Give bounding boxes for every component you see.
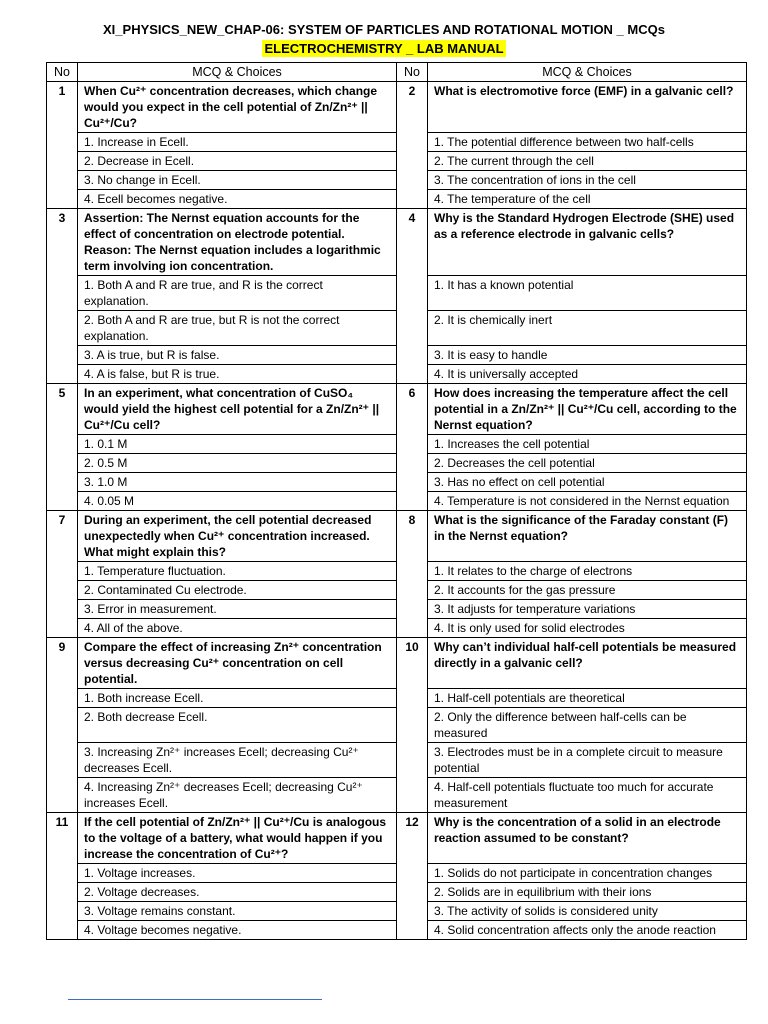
choice: 4. 0.05 M [78,492,397,511]
choice: 4. Half-cell potentials fluctuate too much for accurate measurement [428,778,747,813]
question-row [47,511,747,562]
choice: 4. The temperature of the cell [428,190,747,209]
choice: 2. Decrease in Ecell. [78,152,397,171]
question-number: 9 [47,638,78,813]
choice: 1. Both increase Ecell. [78,689,397,708]
choice: 1. Increase in Ecell. [78,133,397,152]
choice: 2. Only the difference between half-cells can be measured [428,708,747,743]
choice: 2. It is chemically inert [428,311,747,346]
question-text: Assertion: The Nernst equation accounts for the effect of concentration on electrode potential. Reason: The Nernst equation includes a logarithmic term involving ion concentration. [78,209,397,276]
choice: 3. Increasing Zn²⁺ increases Ecell; decreasing Cu²⁺ decreases Ecell. [78,743,397,778]
page-subtitle: ELECTROCHEMISTRY _ LAB MANUAL [264,41,504,56]
question-number: 5 [47,384,78,511]
question-number: 8 [397,511,428,638]
choice: 1. Temperature fluctuation. [78,562,397,581]
choice: 2. Decreases the cell potential [428,454,747,473]
choice: 1. It has a known potential [428,276,747,311]
question-text: Compare the effect of increasing Zn²⁺ concentration versus decreasing Cu²⁺ concentration on cell potential. [78,638,397,689]
choice: 2. Solids are in equilibrium with their ions [428,883,747,902]
choice: 3. The concentration of ions in the cell [428,171,747,190]
col-header-no: No [47,63,78,82]
choice: 2. It accounts for the gas pressure [428,581,747,600]
choice: 4. A is false, but R is true. [78,365,397,384]
question-number: 3 [47,209,78,384]
col-header-mcq: MCQ & Choices [428,63,747,82]
choice: 4. All of the above. [78,619,397,638]
question-text: What is electromotive force (EMF) in a galvanic cell? [428,82,747,133]
choice: 4. It is only used for solid electrodes [428,619,747,638]
choice: 4. Increasing Zn²⁺ decreases Ecell; decreasing Cu²⁺ increases Ecell. [78,778,397,813]
question-text: In an experiment, what concentration of CuSO₄ would yield the highest cell potential for a Zn/Zn²⁺ || Cu²⁺/Cu cell? [78,384,397,435]
choice: 1. Voltage increases. [78,864,397,883]
table-header-row [47,63,747,82]
choice: 2. Voltage decreases. [78,883,397,902]
choice: 2. The current through the cell [428,152,747,171]
choice: 1. The potential difference between two half-cells [428,133,747,152]
choice: 1. It relates to the charge of electrons [428,562,747,581]
question-text: What is the significance of the Faraday constant (F) in the Nernst equation? [428,511,747,562]
subtitle-container [0,40,768,58]
question-number: 6 [397,384,428,511]
choice: 2. Both decrease Ecell. [78,708,397,743]
choice: 2. 0.5 M [78,454,397,473]
choice: 3. Voltage remains constant. [78,902,397,921]
question-row [47,82,747,133]
choice: 1. Increases the cell potential [428,435,747,454]
question-row [47,384,747,435]
choice: 3. No change in Ecell. [78,171,397,190]
question-text: How does increasing the temperature affect the cell potential in a Zn/Zn²⁺ || Cu²⁺/Cu cell, according to the Nernst equation? [428,384,747,435]
question-row [47,209,747,276]
page-title: XI_PHYSICS_NEW_CHAP-06: SYSTEM OF PARTICLES AND ROTATIONAL MOTION _ MCQs [103,22,665,37]
choice: 4. Solid concentration affects only the anode reaction [428,921,747,940]
choice: 3. A is true, but R is false. [78,346,397,365]
question-text: Why can’t individual half-cell potentials be measured directly in a galvanic cell? [428,638,747,689]
choice: 4. Ecell becomes negative. [78,190,397,209]
choice: 3. It is easy to handle [428,346,747,365]
choice: 3. Electrodes must be in a complete circuit to measure potential [428,743,747,778]
question-text: When Cu²⁺ concentration decreases, which change would you expect in the cell potential of Zn/Zn²⁺ || Cu²⁺/Cu? [78,82,397,133]
question-number: 4 [397,209,428,384]
question-text: Why is the Standard Hydrogen Electrode (SHE) used as a reference electrode in galvanic cells? [428,209,747,276]
question-number: 12 [397,813,428,940]
question-number: 10 [397,638,428,813]
choice: 3. 1.0 M [78,473,397,492]
choice: 3. It adjusts for temperature variations [428,600,747,619]
choice: 1. 0.1 M [78,435,397,454]
choice: 1. Solids do not participate in concentration changes [428,864,747,883]
question-number: 1 [47,82,78,209]
choice: 1. Both A and R are true, and R is the correct explanation. [78,276,397,311]
question-text: Why is the concentration of a solid in an electrode reaction assumed to be constant? [428,813,747,864]
question-text: If the cell potential of Zn/Zn²⁺ || Cu²⁺/Cu is analogous to the voltage of a battery, what would happen if you increase the concentration of Cu²⁺? [78,813,397,864]
choice: 3. The activity of solids is considered unity [428,902,747,921]
choice: 2. Contaminated Cu electrode. [78,581,397,600]
choice: 4. Voltage becomes negative. [78,921,397,940]
choice: 3. Has no effect on cell potential [428,473,747,492]
question-row [47,813,747,864]
choice: 4. It is universally accepted [428,365,747,384]
question-row [47,638,747,689]
mcq-table [46,62,747,940]
question-number: 11 [47,813,78,940]
col-header-no: No [397,63,428,82]
question-text: During an experiment, the cell potential decreased unexpectedly when Cu²⁺ concentration increased. What might explain this? [78,511,397,562]
footer-divider [68,999,322,1000]
choice: 3. Error in measurement. [78,600,397,619]
col-header-mcq: MCQ & Choices [78,63,397,82]
question-number: 7 [47,511,78,638]
choice: 1. Half-cell potentials are theoretical [428,689,747,708]
choice: 4. Temperature is not considered in the Nernst equation [428,492,747,511]
question-number: 2 [397,82,428,209]
choice: 2. Both A and R are true, but R is not the correct explanation. [78,311,397,346]
